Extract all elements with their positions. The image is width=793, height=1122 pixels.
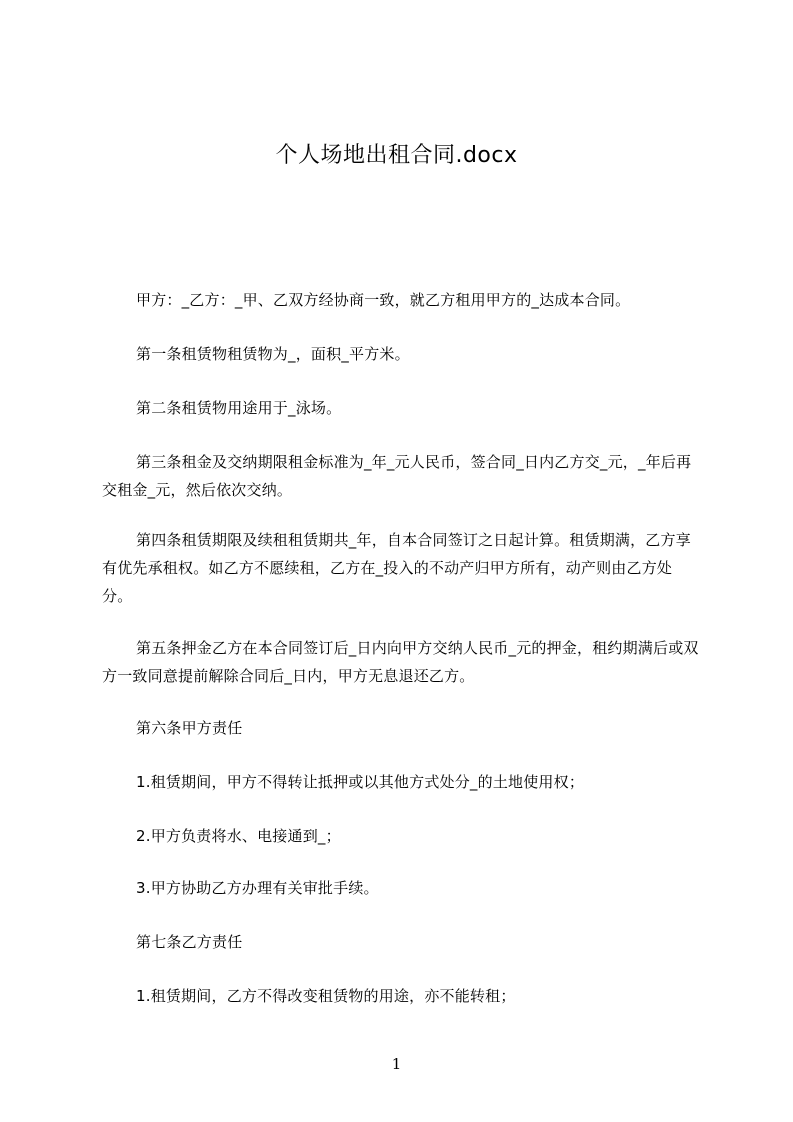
- paragraph-article-6-heading: 第六条甲方责任: [136, 719, 243, 737]
- page-number: 1: [391, 1055, 402, 1073]
- paragraph-article-5: 第五条押金乙方在本合同签订后_日内向甲方交纳人民币_元的押金，租约期满后或双方一致同意提前解除合同后_日内，甲方无息退还乙方。: [102, 639, 699, 685]
- paragraph-article-6-item-3: 3.甲方协助乙方办理有关审批手续。: [136, 879, 379, 897]
- document-title: 个人场地出租合同.docx: [275, 143, 518, 168]
- paragraph-article-7-item-1: 1.租赁期间，乙方不得改变租赁物的用途，亦不能转租；: [136, 987, 516, 1005]
- paragraph-parties: 甲方：_乙方：_甲、乙双方经协商一致，就乙方租用甲方的_达成本合同。: [136, 291, 631, 309]
- paragraph-article-2: 第二条租赁物用途用于_泳场。: [136, 399, 342, 417]
- paragraph-article-3: 第三条租金及交纳期限租金标准为_年_元人民币，签合同_日内乙方交_元，_年后再交租金_元，然后依次交纳。: [102, 453, 692, 499]
- paragraph-article-4: 第四条租赁期限及续租租赁期共_年，自本合同签订之日起计算。租赁期满，乙方享有优先承租权。如乙方不愿续租，乙方在_投入的不动产归甲方所有，动产则由乙方处分。: [102, 531, 691, 605]
- paragraph-article-6-item-2: 2.甲方负责将水、电接通到_；: [136, 827, 341, 845]
- paragraph-article-7-heading: 第七条乙方责任: [136, 933, 243, 951]
- paragraph-article-1: 第一条租赁物租赁物为_，面积_平方米。: [136, 345, 410, 363]
- paragraph-article-6-item-1: 1.租赁期间，甲方不得转让抵押或以其他方式处分_的土地使用权；: [136, 773, 585, 791]
